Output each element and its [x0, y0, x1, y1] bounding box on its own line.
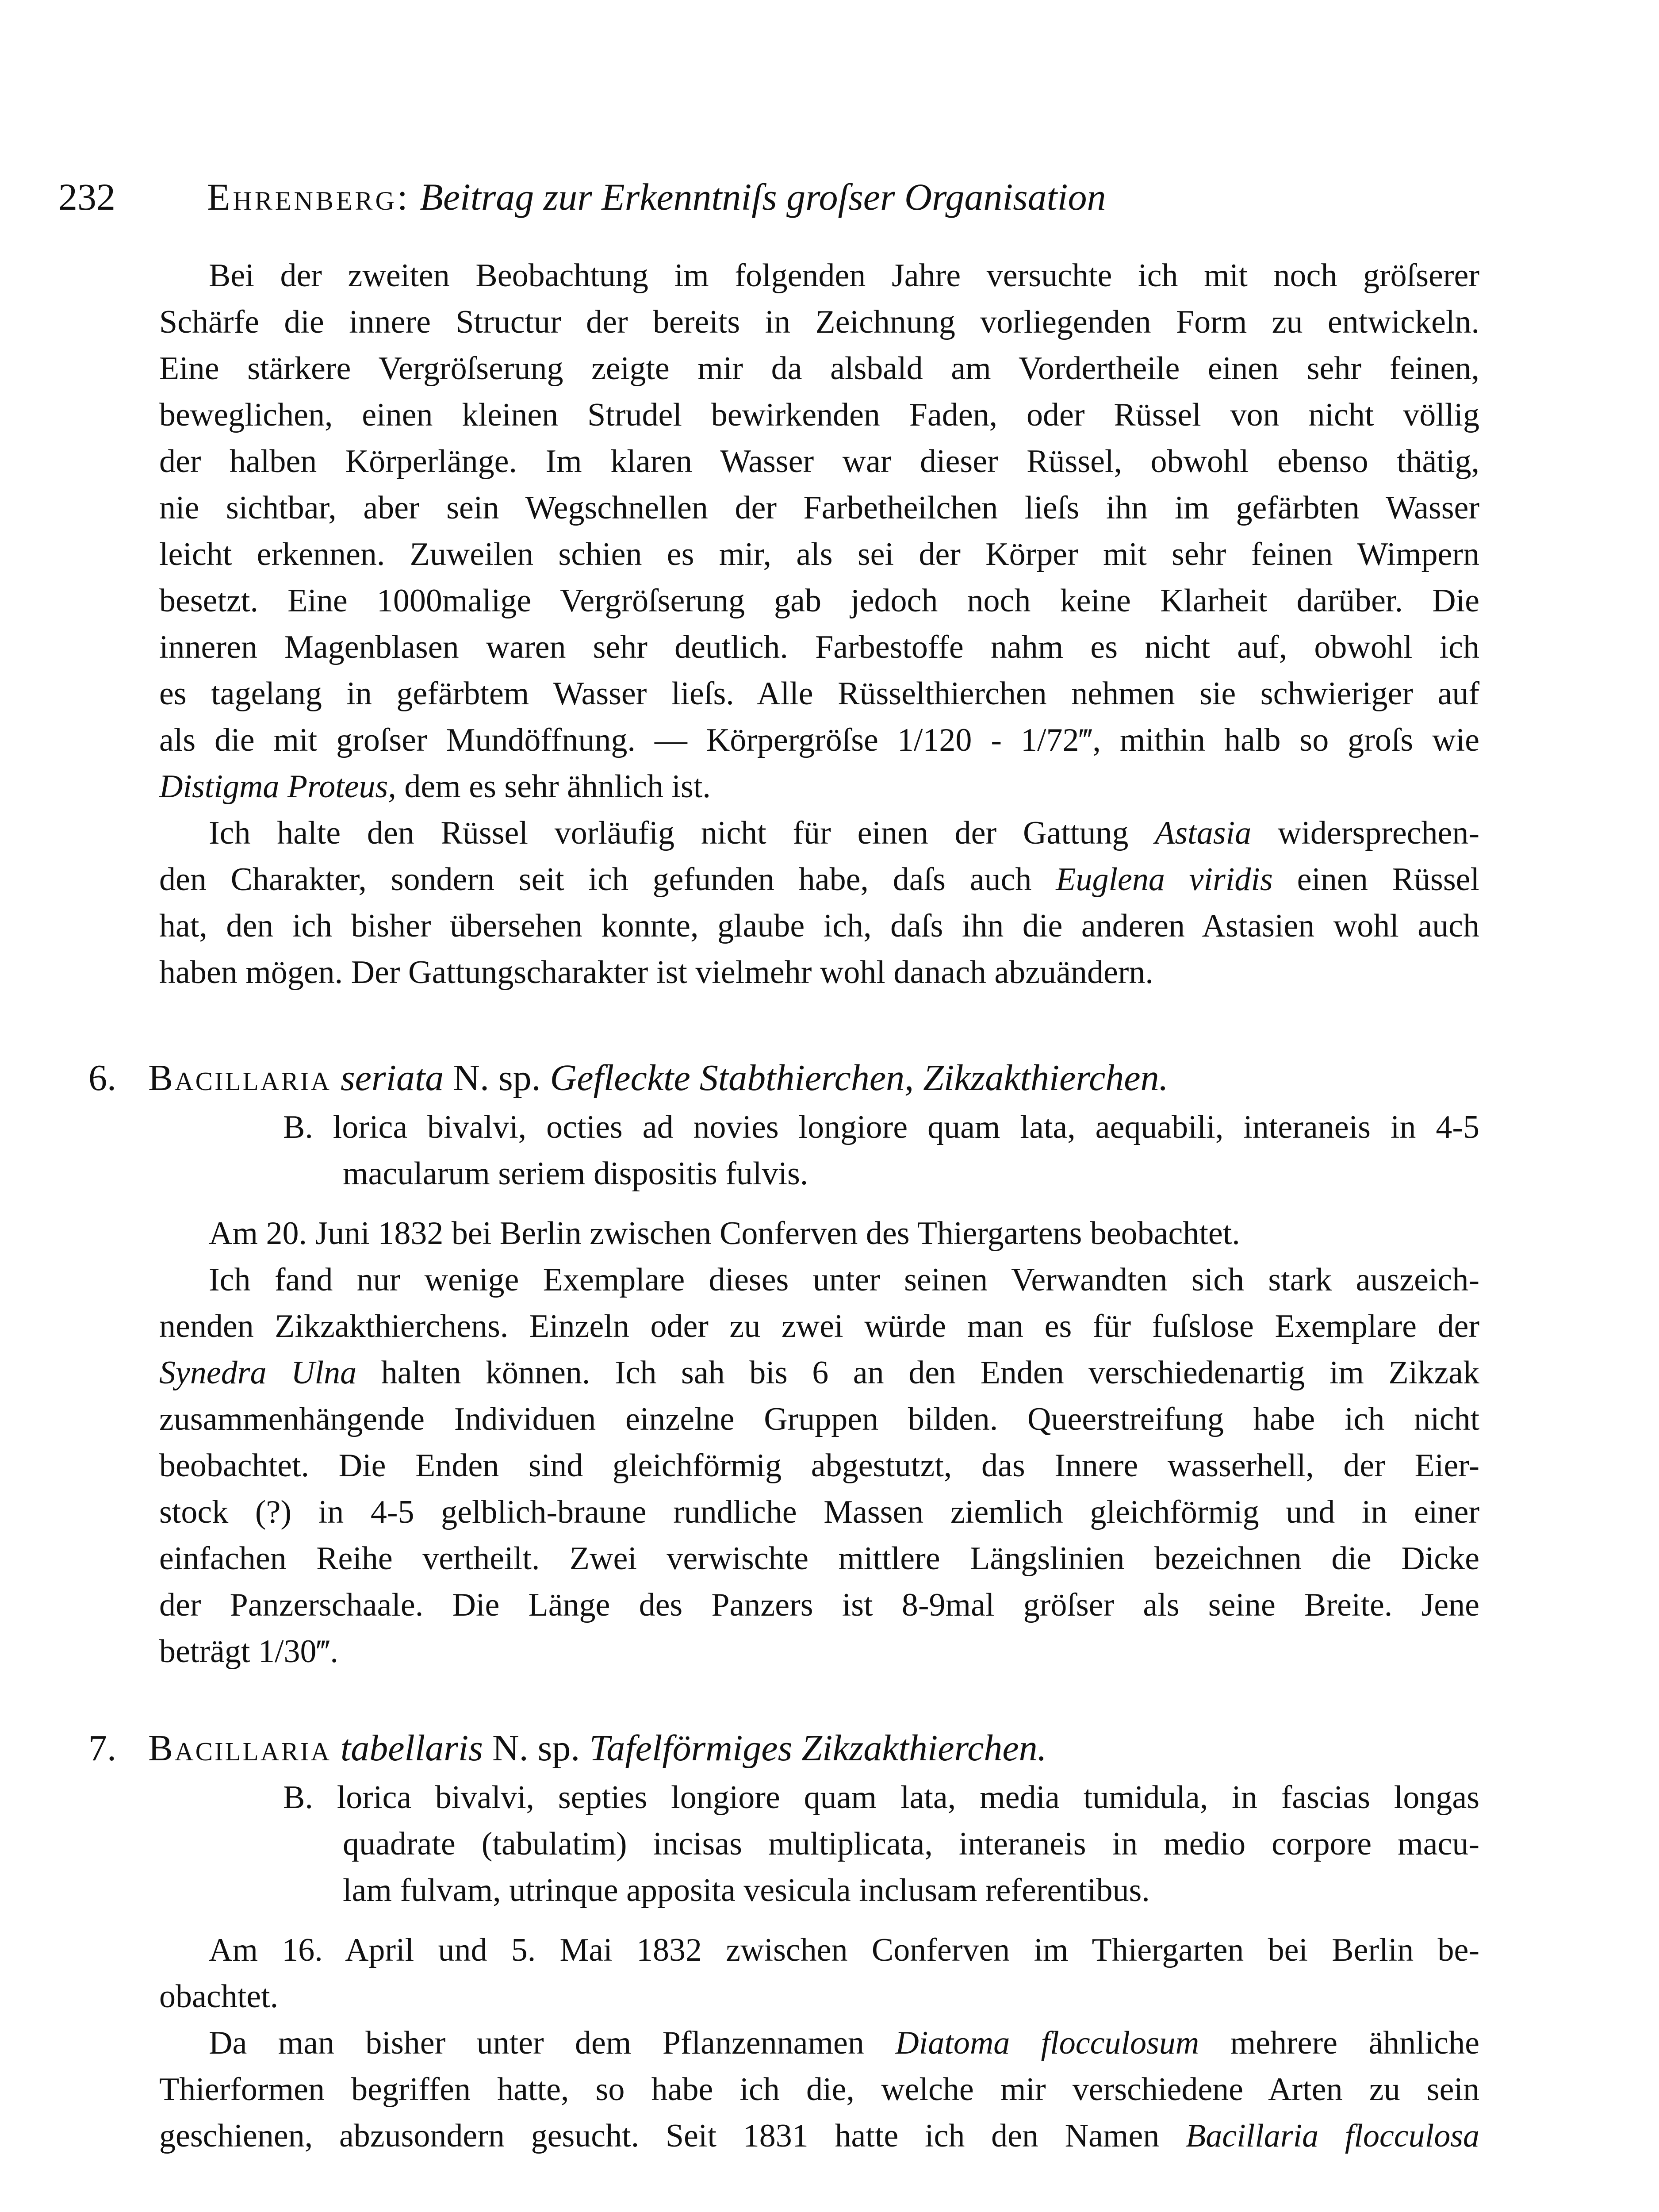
text-line: einfachen Reihe vertheilt. Zwei verwischte mittlere Längslinien bezeichnen die Dicke	[159, 1540, 1479, 1577]
text-line: zusammenhängende Individuen einzelne Gruppen bilden. Queerstreifung habe ich nicht	[159, 1401, 1479, 1437]
text-fragment: halten können. Ich sah bis 6 an den Enden verschiedenartig im Zikzak	[356, 1355, 1479, 1391]
text-line	[159, 1352, 1479, 1394]
header-author: Ehrenberg:	[207, 176, 410, 218]
text-line: nie sichtbar, aber sein Wegschnellen der Farbetheilchen lieſs ihn im gefärbten Wasser	[159, 490, 1479, 526]
text-line: Eine stärkere Vergröſserung zeigte mir da alsbald am Vordertheile einen sehr feinen,	[159, 350, 1479, 387]
text-line	[209, 812, 1479, 854]
species-name: tabellaris	[340, 1728, 483, 1769]
section-heading-6	[88, 1055, 1482, 1101]
text-line: leicht erkennen. Zuweilen schien es mir, als sei der Körper mit sehr feinen Wimpern	[159, 536, 1479, 572]
page-number: 232	[58, 176, 115, 218]
text-fragment: geschienen, abzusondern gesucht. Seit 1831 hatte ich den Namen	[159, 2118, 1186, 2154]
text-fragment: widersprechen-	[1251, 815, 1480, 851]
text-line: Am 16. April und 5. Mai 1832 zwischen Conferven im Thiergarten bei Berlin be-	[209, 1932, 1479, 1968]
text-line	[209, 2022, 1479, 2064]
section-heading-7	[88, 1725, 1482, 1771]
text-line: Ich fand nur wenige Exemplare dieses unter seinen Verwandten sich stark auszeich-	[209, 1262, 1479, 1298]
text-line: hat, den ich bisher übersehen konnte, glaube ich, daſs ihn die anderen Astasien wohl auch	[159, 908, 1479, 944]
text-line: stock (?) in 4-5 gelblich-braune rundliche Massen ziemlich gleichförmig und in einer	[159, 1494, 1479, 1530]
text-line	[159, 2115, 1479, 2157]
section-number: 7.	[88, 1728, 116, 1769]
genus-name: Bacillaria	[148, 1057, 331, 1098]
section-number: 6.	[88, 1057, 116, 1098]
latin-diagnosis-line: quadrate (tabulatim) incisas multiplicata, interaneis in medio corpore macu-	[343, 1826, 1479, 1862]
latin-diagnosis-line: B. lorica bivalvi, septies longiore quam lata, media tumidula, in fascias longas	[283, 1779, 1479, 1816]
latin-diagnosis-line: B. lorica bivalvi, octies ad novies longiore quam lata, aequabili, interaneis in 4-5	[283, 1109, 1479, 1145]
text-fragment: einen Rüssel	[1272, 861, 1480, 898]
genus-name: Astasia	[1155, 815, 1252, 851]
text-line	[159, 858, 1479, 901]
text-line: der Panzerschaale. Die Länge des Panzers ist 8-9mal gröſser als seine Breite. Jene	[159, 1587, 1479, 1623]
text-line: Schärfe die innere Structur der bereits in Zeichnung vorliegenden Form zu entwickeln.	[159, 304, 1479, 340]
text-line: der halben Körperlänge. Im klaren Wasser war dieser Rüssel, obwohl ebenso thätig,	[159, 443, 1479, 480]
running-header	[58, 175, 1465, 219]
latin-diagnosis-line: macularum seriem dispositis fulvis.	[343, 1156, 808, 1192]
text-line	[159, 765, 1479, 808]
genus-name: Bacillaria	[148, 1728, 331, 1769]
new-species-mark: N. sp.	[453, 1057, 541, 1098]
species-name: Euglena viridis	[1056, 861, 1273, 898]
text-line: Am 20. Juni 1832 bei Berlin zwischen Conferven des Thiergartens beobachtet.	[209, 1215, 1240, 1252]
text-line: Bei der zweiten Beobachtung im folgenden Jahre versuchte ich mit noch gröſserer	[209, 257, 1479, 294]
species-name: seriata	[340, 1057, 444, 1098]
text-line: nenden Zikzakthierchens. Einzeln oder zu zwei würde man es für fuſslose Exemplare der	[159, 1308, 1479, 1344]
text-line: als die mit groſser Mundöffnung. — Körpergröſse 1/120 - 1/72‴, mithin halb so groſs wie	[159, 722, 1479, 758]
species-name: Synedra Ulna	[159, 1355, 357, 1391]
latin-diagnosis-line: lam fulvam, utrinque apposita vesicula inclusam referentibus.	[343, 1872, 1150, 1909]
header-title: Beitrag zur Erkenntniſs groſser Organisation	[420, 176, 1106, 218]
text-line: es tagelang in gefärbtem Wasser lieſs. Alle Rüsselthierchen nehmen sie schwieriger auf	[159, 676, 1479, 712]
german-name: Tafelförmiges Zikzakthierchen.	[589, 1728, 1047, 1769]
text-fragment: mehrere ähnliche	[1199, 2025, 1479, 2061]
text-line: beweglichen, einen kleinen Strudel bewirkenden Faden, oder Rüssel von nicht völlig	[159, 397, 1479, 433]
text-fragment: den Charakter, sondern seit ich gefunden habe, daſs auch	[159, 861, 1056, 898]
text-line: besetzt. Eine 1000malige Vergröſserung gab jedoch noch keine Klarheit darüber. Die	[159, 583, 1479, 619]
text-line: obachtet.	[159, 1978, 279, 2015]
text-line: Thierformen begriffen hatte, so habe ich die, welche mir verschiedene Arten zu sein	[159, 2071, 1479, 2108]
text-line: haben mögen. Der Gattungscharakter ist vielmehr wohl danach abzuändern.	[159, 954, 1153, 991]
text-line: beobachtet. Die Enden sind gleichförmig abgestutzt, das Innere wasserhell, der Eier-	[159, 1448, 1479, 1484]
species-name: Diatoma flocculosum	[895, 2025, 1199, 2061]
text-line: inneren Magenblasen waren sehr deutlich. Farbestoffe nahm es nicht auf, obwohl ich	[159, 629, 1479, 665]
new-species-mark: N. sp.	[492, 1728, 580, 1769]
text-line: beträgt 1/30‴.	[159, 1633, 338, 1670]
text-fragment: Ich halte den Rüssel vorläufig nicht für einen der Gattung	[209, 815, 1155, 851]
species-name: Bacillaria flocculosa	[1186, 2118, 1480, 2154]
text-fragment: Da man bisher unter dem Pflanzennamen	[209, 2025, 896, 2061]
text-fragment: dem es sehr ähnlich ist.	[396, 768, 711, 805]
species-name: Distigma Proteus,	[159, 768, 396, 805]
german-name: Gefleckte Stabthierchen, Zikzakthierchen.	[550, 1057, 1169, 1098]
